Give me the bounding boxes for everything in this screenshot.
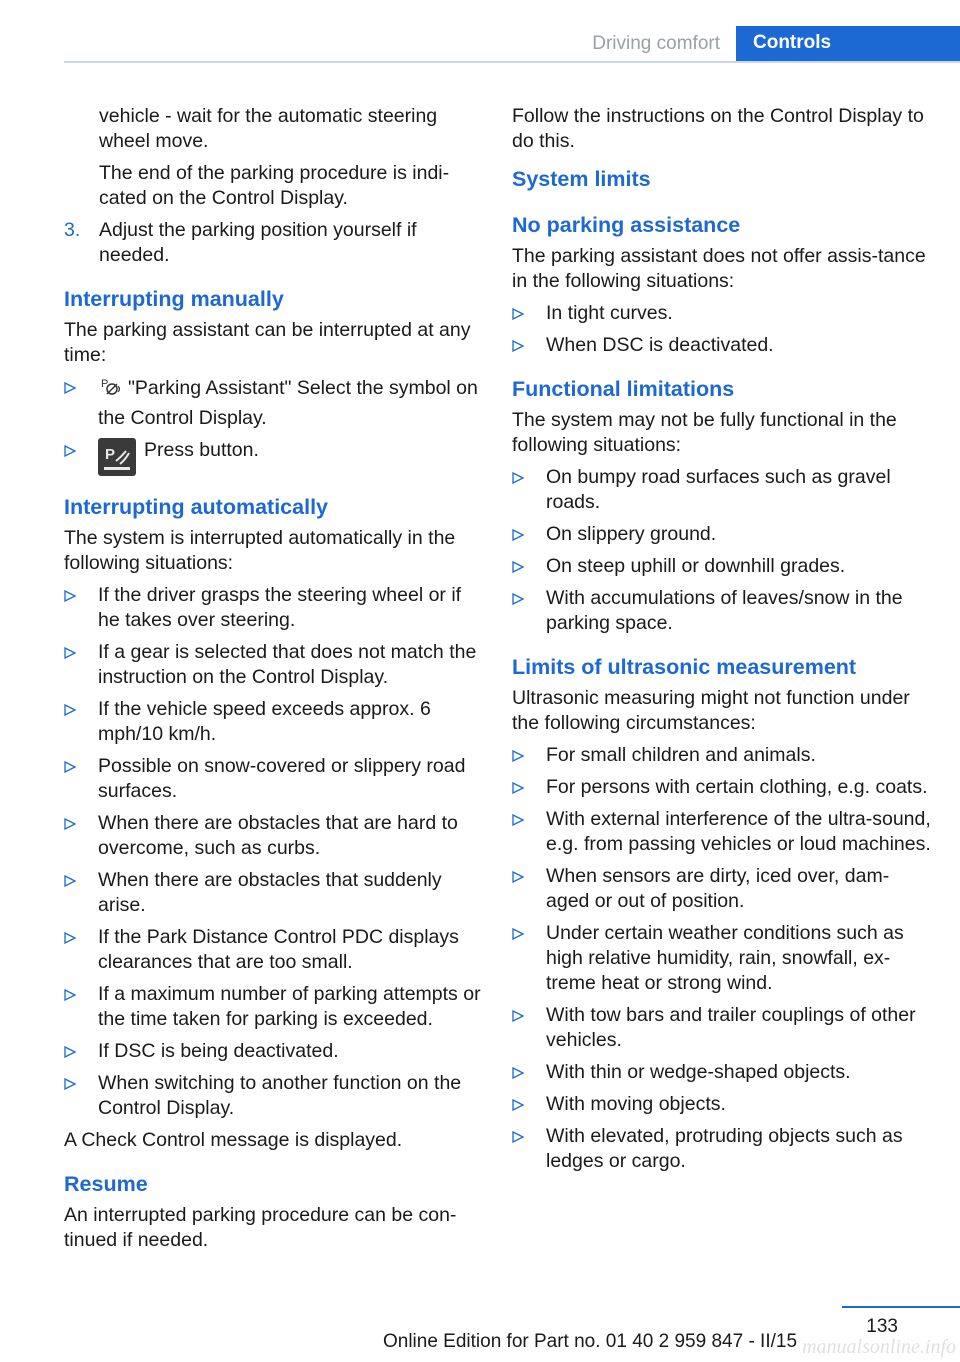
list-item-text: With tow bars and trailer couplings of other vehicles.: [546, 1004, 916, 1051]
bullet-triangle-icon: [512, 779, 526, 797]
list-item: [512, 1124, 932, 1174]
list-item: [64, 811, 484, 861]
bullet-triangle-icon: [512, 1128, 526, 1146]
bullet-triangle-icon: [512, 590, 526, 608]
page-number: 133: [866, 1316, 898, 1337]
list-item-text: If a gear is selected that does not match the instruction on the Control Display.: [98, 641, 477, 688]
heading-no-parking-assistance: No parking assistance: [512, 213, 741, 237]
heading-interrupting-manually: Interrupting manually: [64, 287, 284, 311]
step-number: 3.: [64, 219, 81, 241]
list-item-text: "Parking Assistant" Select the symbol on the Control Display.: [98, 377, 478, 429]
list-item-text: When switching to another function on the Control Display.: [98, 1072, 462, 1119]
bullet-triangle-icon: [64, 701, 78, 719]
check-control-message: A Check Control message is displayed.: [64, 1129, 403, 1151]
list-item-text: When there are obstacles that are hard to overcome, such as curbs.: [98, 812, 458, 859]
bullet-triangle-icon: [512, 868, 526, 886]
list-item: [512, 775, 932, 800]
heading-ultrasonic-limits: Limits of ultrasonic measurement: [512, 655, 857, 679]
list-item-text: With external interference of the ultra-sound, e.g. from passing vehicles or loud machines.: [546, 808, 931, 855]
list-item: [512, 1060, 932, 1085]
bullet-triangle-icon: [512, 925, 526, 943]
bullet-triangle-icon: [64, 929, 78, 947]
bullet-triangle-icon: [64, 1043, 78, 1061]
park-assist-button-icon: [98, 438, 136, 476]
bullet-triangle-icon: [64, 587, 78, 605]
list-item: [512, 522, 932, 547]
heading-resume: Resume: [64, 1172, 148, 1196]
list-item: [64, 583, 484, 633]
svg-text:P: P: [101, 378, 109, 390]
bullet-triangle-icon: [512, 558, 526, 576]
list-item: [64, 640, 484, 690]
list-item: [512, 1003, 932, 1053]
list-item: [64, 1071, 484, 1121]
bullet-triangle-icon: [512, 526, 526, 544]
step-text: Adjust the parking position yourself if needed.: [99, 219, 417, 266]
list-item: [64, 868, 484, 918]
list-item: [64, 982, 484, 1032]
list-item: [512, 807, 932, 857]
no-assist-list: [512, 301, 932, 358]
follow-instructions: Follow the instructions on the Control Display to do this.: [512, 105, 924, 152]
continued-paragraph: vehicle - wait for the automatic steering wheel move.: [99, 105, 438, 152]
header-section-title: Driving comfort: [592, 33, 720, 54]
bullet-triangle-icon: [512, 1064, 526, 1082]
list-item-text: Possible on snow-covered or slippery road surfaces.: [98, 755, 466, 802]
bullet-triangle-icon: [512, 305, 526, 323]
resume-text: An interrupted parking procedure can be con-tinued if needed.: [64, 1204, 457, 1251]
right-column: [512, 104, 932, 1181]
list-item: [64, 925, 484, 975]
bullet-triangle-icon: [64, 986, 78, 1004]
bullet-triangle-icon: [64, 379, 78, 397]
list-item: [512, 554, 932, 579]
bullet-triangle-icon: [512, 469, 526, 487]
functional-intro: The system may not be fully functional in the following situations:: [512, 409, 897, 456]
bullet-triangle-icon: [512, 747, 526, 765]
step-3: [64, 218, 484, 268]
list-item-text: If DSC is being deactivated.: [98, 1040, 339, 1062]
no-assist-intro: The parking assistant does not offer assis-tance in the following situations:: [512, 245, 926, 292]
list-item: [512, 333, 932, 358]
bullet-triangle-icon: [512, 1007, 526, 1025]
heading-system-limits: System limits: [512, 167, 651, 191]
header-chapter-tab: Controls: [736, 26, 960, 62]
list-item: [512, 921, 932, 996]
ultra-list: [512, 743, 932, 1174]
list-item-text: On bumpy road surfaces such as gravel roads.: [546, 466, 891, 513]
list-item-text: If the Park Distance Control PDC displays clearances that are too small.: [98, 926, 459, 973]
bullet-triangle-icon: [64, 758, 78, 776]
list-item: [64, 697, 484, 747]
manual-intro: The parking assistant can be interrupted at any time:: [64, 319, 471, 366]
functional-list: [512, 465, 932, 636]
list-item-text: With accumulations of leaves/snow in the parking space.: [546, 587, 903, 634]
list-item-text: For small children and animals.: [546, 744, 816, 766]
list-item: [512, 1092, 932, 1117]
svg-text:P: P: [105, 446, 116, 463]
list-item: [512, 465, 932, 515]
bullet-triangle-icon: [64, 644, 78, 662]
list-item-text: With moving objects.: [546, 1093, 726, 1115]
list-item: [512, 301, 932, 326]
list-item-text: With elevated, protruding objects such as ledges or cargo.: [546, 1125, 903, 1172]
list-item-text: Press button.: [144, 439, 259, 461]
bullet-triangle-icon: [64, 1075, 78, 1093]
list-item-text: For persons with certain clothing, e.g. coats.: [546, 776, 928, 798]
auto-intro: The system is interrupted automatically in the following situations:: [64, 527, 456, 574]
left-column: [64, 104, 484, 1260]
list-item-text: On steep uphill or downhill grades.: [546, 555, 846, 577]
heading-interrupting-automatically: Interrupting automatically: [64, 495, 329, 519]
list-item-text: When there are obstacles that suddenly arise.: [98, 869, 442, 916]
manual-list: [64, 375, 484, 476]
list-item-text: When sensors are dirty, iced over, dam-aged or out of position.: [546, 865, 890, 912]
list-item-text: When DSC is deactivated.: [546, 334, 774, 356]
watermark: manualsonline.info: [802, 1336, 956, 1358]
list-item-text: With thin or wedge-shaped objects.: [546, 1061, 851, 1083]
list-item: [512, 586, 932, 636]
list-item-text: In tight curves.: [546, 302, 673, 324]
list-item: [64, 438, 484, 476]
auto-list: [64, 583, 484, 1121]
list-item: [64, 1039, 484, 1064]
list-item-text: If the driver grasps the steering wheel or if he takes over steering.: [98, 584, 462, 631]
header-rule: [64, 61, 960, 63]
list-item-text: Under certain weather conditions such as high relative humidity, rain, snowfall, ex-treme heat or strong wind.: [546, 922, 904, 994]
list-item-text: On slippery ground.: [546, 523, 717, 545]
end-procedure-paragraph: The end of the parking procedure is indi-cated on the Control Display.: [99, 162, 450, 209]
list-item: [64, 754, 484, 804]
list-item-text: If the vehicle speed exceeds approx. 6 mph/10 km/h.: [98, 698, 431, 745]
edition-text: Online Edition for Part no. 01 40 2 959 847 - II/15: [382, 1331, 798, 1352]
list-item: [512, 864, 932, 914]
bullet-triangle-icon: [64, 442, 78, 460]
list-item-text: If a maximum number of parking attempts or the time taken for parking is exceeded.: [98, 983, 481, 1030]
ultra-intro: Ultrasonic measuring might not function under the following circumstances:: [512, 687, 910, 734]
heading-functional-limitations: Functional limitations: [512, 377, 735, 401]
footer-rule: [842, 1306, 960, 1308]
bullet-triangle-icon: [512, 811, 526, 829]
bullet-triangle-icon: [64, 815, 78, 833]
bullet-triangle-icon: [512, 337, 526, 355]
list-item: [512, 743, 932, 768]
bullet-triangle-icon: [512, 1096, 526, 1114]
parking-assistant-icon: [98, 375, 124, 406]
bullet-triangle-icon: [64, 872, 78, 890]
list-item: [64, 375, 484, 431]
